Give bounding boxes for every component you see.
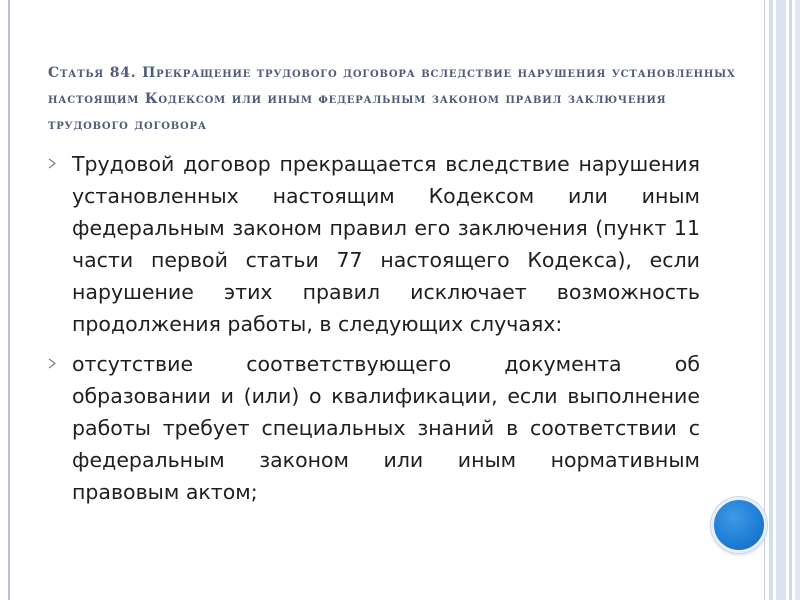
bullet-text: Трудовой договор прекращается вследствие нарушения установленных настоящим Кодексом или иным федеральным законом правил его заключения (пункт 11 части первой статьи 77 настоящего Кодекса), если нарушение этих правил исключает возможность продолжения работы, в следующих случаях: xyxy=(72,152,700,336)
decorative-stripe xyxy=(776,0,786,600)
decorative-stripe xyxy=(764,0,765,600)
list-item xyxy=(48,348,700,508)
slide-frame-left xyxy=(8,0,10,600)
decorative-stripe xyxy=(789,0,792,600)
bullet-arrow-icon xyxy=(48,158,57,169)
slide-content xyxy=(48,148,700,516)
decorative-stripe xyxy=(795,0,800,600)
bullet-arrow-icon xyxy=(48,358,57,369)
bullet-text: отсутствие соответствующего документа об образовании и (или) о квалификации, если выполнение работы требует специальных знаний в соответствии с федеральным законом или иным нормативным правовым актом; xyxy=(72,352,700,504)
decorative-stripe xyxy=(769,0,773,600)
list-item xyxy=(48,148,700,340)
decorative-circle xyxy=(711,497,767,553)
slide-title: Статья 84. Прекращение трудового договора вследствие нарушения установленных настоящим Кодексом или иным федеральным законом правил заключения трудового договора xyxy=(48,65,736,133)
